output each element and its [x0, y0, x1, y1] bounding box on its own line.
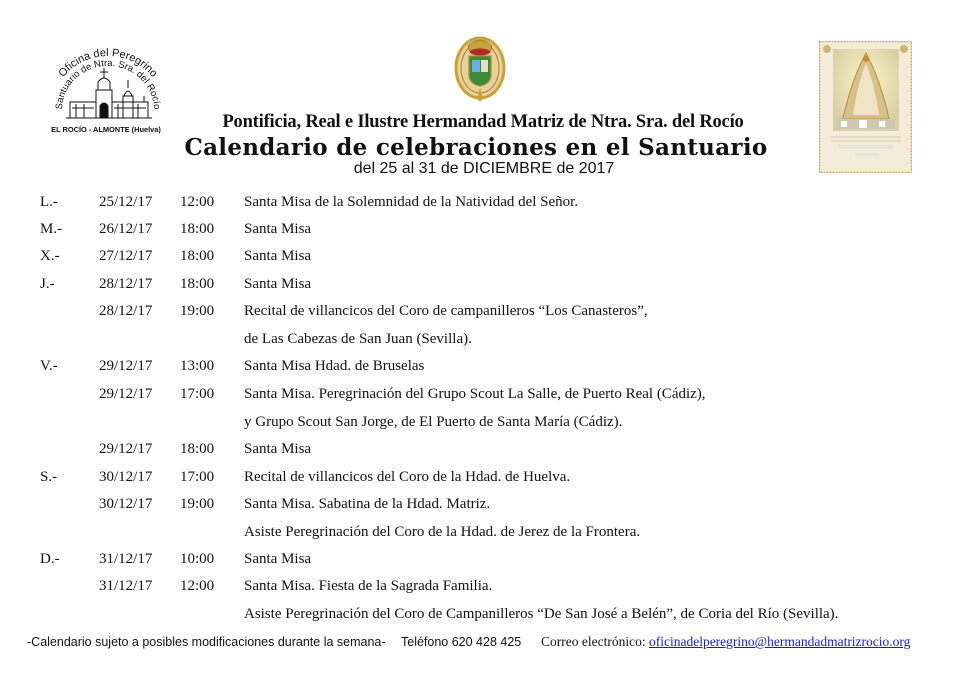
schedule-time: 18:00 [180, 221, 215, 237]
schedule-desc: Recital de villancicos del Coro de campanilleros “Los Canasteros”, [244, 303, 648, 319]
logo-arc-text-2: Santuario de Ntra. Sra. del Rocío [53, 57, 163, 110]
schedule-row [0, 465, 960, 489]
schedule-desc: y Grupo Scout San Jorge, de El Puerto de Santa María (Cádiz). [244, 414, 623, 430]
schedule-row [0, 410, 960, 434]
schedule-desc: Santa Misa [244, 248, 312, 264]
schedule-desc: Asiste Peregrinación del Coro de Campanilleros “De San José a Belén”, de Coria del Río (Sevilla). [244, 606, 839, 622]
schedule-date: 31/12/17 [99, 551, 153, 567]
schedule-row [0, 602, 960, 626]
schedule-row [0, 272, 960, 296]
schedule-time: 17:00 [180, 386, 215, 402]
schedule-row [0, 354, 960, 378]
schedule-desc: Santa Misa de la Solemnidad de la Natividad del Señor. [244, 194, 579, 210]
schedule-time: 12:00 [180, 194, 215, 210]
schedule-desc: Santa Misa [244, 276, 312, 292]
schedule-date: 27/12/17 [99, 248, 153, 264]
schedule-time: 12:00 [180, 578, 215, 594]
schedule-row [0, 574, 960, 598]
schedule-row [0, 437, 960, 461]
schedule-time: 19:00 [180, 496, 215, 512]
institution-name: Pontificia, Real e Ilustre Hermandad Matriz de Ntra. Sra. del Rocío [222, 112, 744, 132]
schedule-date: 26/12/17 [99, 221, 153, 237]
schedule-row [0, 244, 960, 268]
schedule-date: 31/12/17 [99, 578, 153, 594]
schedule-row [0, 217, 960, 241]
schedule-desc: Asiste Peregrinación del Coro de la Hdad. de Jerez de la Frontera. [244, 524, 641, 540]
schedule-desc: Santa Misa [244, 221, 312, 237]
schedule-row [0, 382, 960, 406]
schedule-date: 30/12/17 [99, 496, 153, 512]
hermandad-coat-of-arms [450, 30, 510, 104]
email-link[interactable]: oficinadelperegrino@hermandadmatrizrocio.org [648, 634, 911, 649]
schedule-day: L.- [40, 194, 58, 210]
schedule-time: 17:00 [180, 469, 215, 485]
schedule-date: 28/12/17 [99, 303, 153, 319]
footer-email [541, 631, 910, 653]
schedule-desc: Santa Misa. Sabatina de la Hdad. Matriz. [244, 496, 491, 512]
email-label: Correo electrónico: [541, 634, 646, 649]
schedule-desc: Santa Misa. Fiesta de la Sagrada Familia. [244, 578, 493, 594]
schedule-time: 18:00 [180, 441, 215, 457]
page-title: Calendario de celebraciones en el Santuario [184, 134, 768, 161]
schedule-desc: Santa Misa [244, 551, 312, 567]
schedule-day: M.- [40, 221, 63, 237]
schedule-day: S.- [40, 469, 58, 485]
schedule-desc: de Las Cabezas de San Juan (Sevilla). [244, 331, 472, 347]
schedule-date: 30/12/17 [99, 469, 153, 485]
schedule-time: 18:00 [180, 248, 215, 264]
schedule-time: 10:00 [180, 551, 215, 567]
logo-arc-text-1: Oficina del Peregrino [56, 46, 160, 80]
schedule-day: D.- [40, 551, 60, 567]
schedule-row [0, 299, 960, 323]
schedule-time: 19:00 [180, 303, 215, 319]
schedule-date: 29/12/17 [99, 386, 153, 402]
schedule-row [0, 190, 960, 214]
logo-bottom-text: EL ROCÍO - ALMONTE (Huelva) [51, 125, 161, 134]
schedule-day: X.- [40, 248, 60, 264]
schedule-time: 18:00 [180, 276, 215, 292]
schedule-date: 29/12/17 [99, 441, 153, 457]
schedule-date: 29/12/17 [99, 358, 153, 374]
schedule-desc: Recital de villancicos del Coro de la Hdad. de Huelva. [244, 469, 571, 485]
schedule-date: 28/12/17 [99, 276, 153, 292]
schedule-date: 25/12/17 [99, 194, 153, 210]
schedule-day: V.- [40, 358, 58, 374]
schedule-desc: Santa Misa Hdad. de Bruselas [244, 358, 425, 374]
schedule-row [0, 520, 960, 544]
schedule-desc: Santa Misa. Peregrinación del Grupo Scout La Salle, de Puerto Real (Cádiz), [244, 386, 706, 402]
footer-phone: Teléfono 620 428 425 [401, 635, 522, 649]
schedule-desc: Santa Misa [244, 441, 312, 457]
schedule-row [0, 327, 960, 351]
schedule-row [0, 547, 960, 571]
date-range-subtitle: del 25 al 31 de DICIEMBRE de 2017 [353, 160, 615, 177]
schedule-day: J.- [40, 276, 55, 292]
schedule-row [0, 492, 960, 516]
footer-note: -Calendario sujeto a posibles modificaciones durante la semana- [27, 635, 386, 649]
schedule-time: 13:00 [180, 358, 215, 374]
